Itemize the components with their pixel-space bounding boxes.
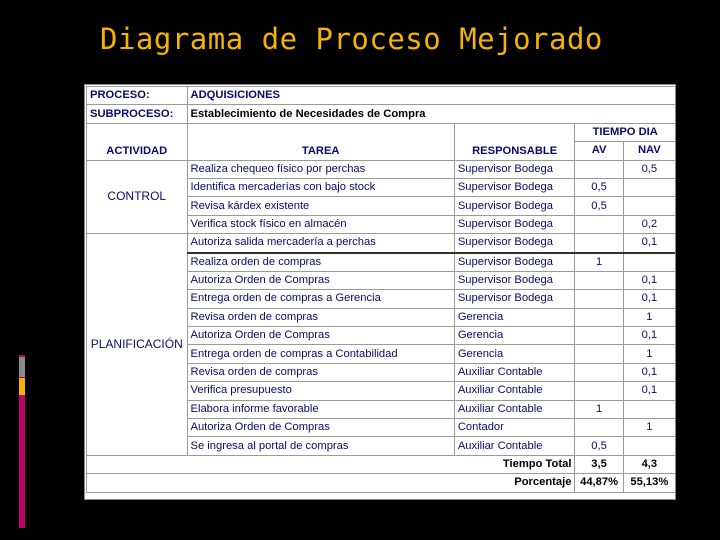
nav-cell: 0,2 [623,215,675,233]
nav-column-header: NAV [623,142,675,160]
av-cell [575,215,623,233]
responsible-cell: Supervisor Bodega [454,197,575,215]
responsible-cell: Contador [454,419,575,437]
av-cell [575,382,623,400]
activity-control: CONTROL [87,160,188,234]
task-cell: Identifica mercaderías con bajo stock [187,178,454,196]
task-cell: Autoriza Orden de Compras [187,271,454,289]
total-time-label: Tiempo Total [87,455,575,473]
task-cell: Revisa kárdex existente [187,197,454,215]
subprocess-value: Establecimiento de Necesidades de Compra [187,105,676,123]
av-cell [575,327,623,345]
responsible-cell: Gerencia [454,308,575,326]
total-time-row [87,455,676,473]
av-cell [575,419,623,437]
responsible-cell: Gerencia [454,345,575,363]
slide-title: Diagrama de Proceso Mejorado [100,22,603,56]
nav-cell: 0,1 [623,234,675,253]
activity-column-header: ACTIVIDAD [87,123,188,160]
responsible-cell: Supervisor Bodega [454,178,575,196]
responsible-cell: Supervisor Bodega [454,253,575,272]
av-cell: 1 [575,253,623,272]
total-time-av: 3,5 [575,455,623,473]
nav-cell [623,197,675,215]
process-table-container [84,84,676,500]
responsible-cell: Auxiliar Contable [454,437,575,455]
nav-cell: 0,1 [623,382,675,400]
responsible-cell: Supervisor Bodega [454,160,575,178]
nav-cell: 0,1 [623,327,675,345]
nav-cell: 0,1 [623,363,675,381]
task-cell: Entrega orden de compras a Contabilidad [187,345,454,363]
responsible-cell: Supervisor Bodega [454,290,575,308]
percentage-nav: 55,13% [623,474,675,492]
responsible-cell: Auxiliar Contable [454,382,575,400]
process-row [87,87,676,105]
percentage-label: Porcentaje [87,474,575,492]
av-cell [575,160,623,178]
responsible-cell: Auxiliar Contable [454,400,575,418]
subprocess-row [87,105,676,123]
task-cell: Realiza orden de compras [187,253,454,272]
av-cell: 0,5 [575,197,623,215]
responsible-cell: Auxiliar Contable [454,363,575,381]
responsible-cell: Supervisor Bodega [454,271,575,289]
task-column-header: TAREA [187,123,454,160]
time-header-row [87,123,676,141]
nav-cell: 1 [623,345,675,363]
av-cell [575,271,623,289]
task-cell: Elabora informe favorable [187,400,454,418]
task-cell: Revisa orden de compras [187,363,454,381]
subprocess-label: SUBPROCESO: [87,105,188,123]
process-value: ADQUISICIONES [187,87,676,105]
responsible-cell: Gerencia [454,327,575,345]
av-column-header: AV [575,142,623,160]
av-cell: 0,5 [575,437,623,455]
table-row [87,234,676,253]
process-label: PROCESO: [87,87,188,105]
av-cell [575,234,623,253]
percentage-row [87,474,676,492]
nav-cell [623,253,675,272]
responsible-cell: Supervisor Bodega [454,215,575,233]
av-cell: 1 [575,400,623,418]
nav-cell: 0,1 [623,290,675,308]
av-cell [575,345,623,363]
av-cell [575,308,623,326]
nav-cell: 1 [623,308,675,326]
total-time-nav: 4,3 [623,455,675,473]
nav-cell [623,437,675,455]
av-cell [575,363,623,381]
task-cell: Autoriza salida mercadería a perchas [187,234,454,253]
time-day-header: TIEMPO DIA [575,123,676,141]
av-cell [575,290,623,308]
nav-cell: 0,5 [623,160,675,178]
task-cell: Realiza chequeo físico por perchas [187,160,454,178]
responsible-column-header: RESPONSABLE [454,123,575,160]
responsible-cell: Supervisor Bodega [454,234,575,253]
task-cell: Se ingresa al portal de compras [187,437,454,455]
task-cell: Entrega orden de compras a Gerencia [187,290,454,308]
accent-bar-gray [19,357,25,377]
task-cell: Revisa orden de compras [187,308,454,326]
nav-cell: 0,1 [623,271,675,289]
task-cell: Autoriza Orden de Compras [187,419,454,437]
activity-planning: PLANIFICACIÓN [87,234,188,456]
nav-cell [623,178,675,196]
percentage-av: 44,87% [575,474,623,492]
table-row [87,160,676,178]
nav-cell: 1 [623,419,675,437]
av-cell: 0,5 [575,178,623,196]
task-cell: Verifica stock físico en almacén [187,215,454,233]
accent-bar-yellow [19,378,25,395]
process-table [86,86,676,493]
task-cell: Verifica presupuesto [187,382,454,400]
nav-cell [623,400,675,418]
task-cell: Autoriza Orden de Compras [187,327,454,345]
